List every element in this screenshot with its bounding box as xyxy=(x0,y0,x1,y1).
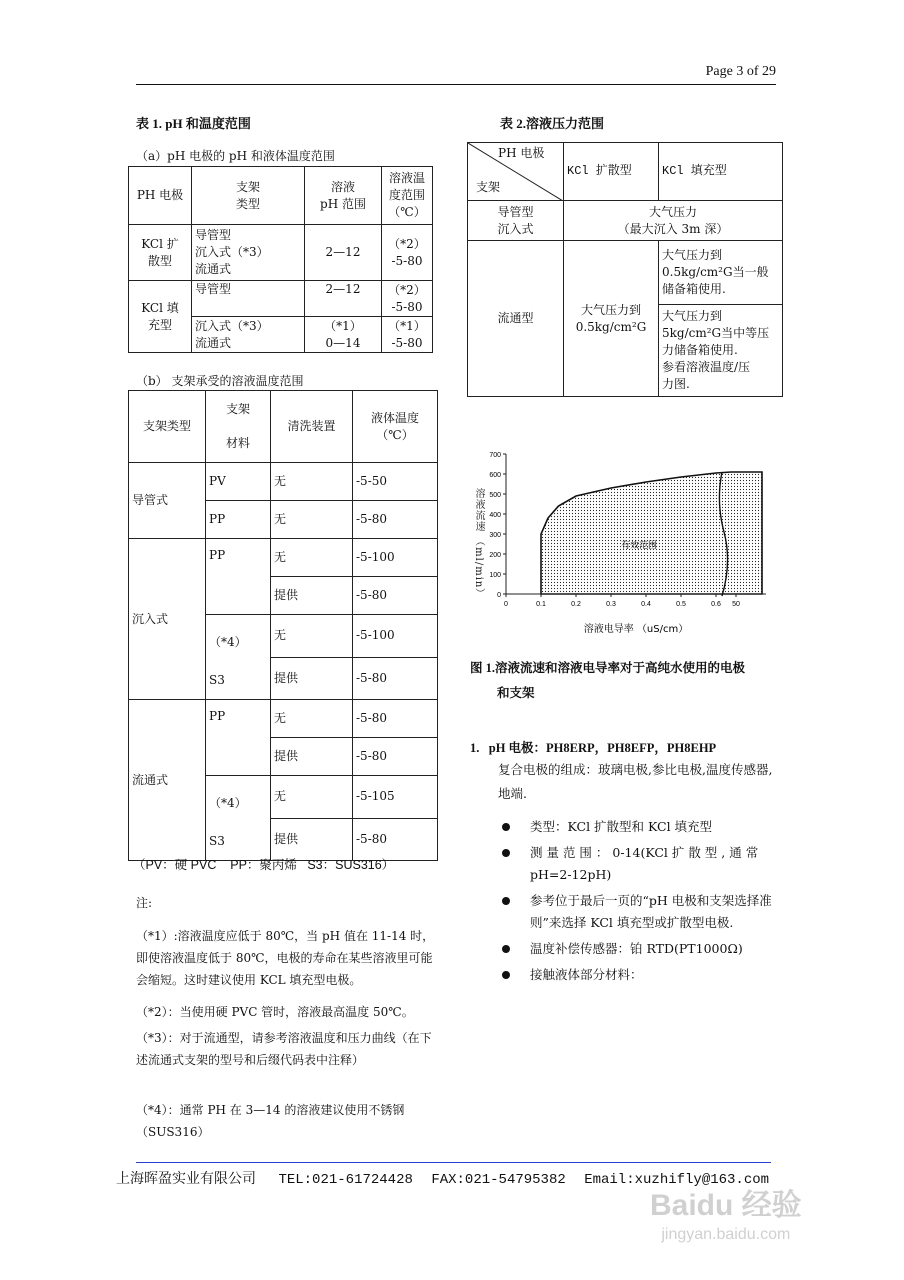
cell-temp: -5-80 xyxy=(353,818,438,861)
row-kcl-diffusion: KCl 扩 散型 xyxy=(129,225,192,281)
footer-rule xyxy=(136,1162,771,1163)
footer-company: 上海晖盈实业有限公司 xyxy=(116,1171,256,1187)
cell-types: 导管型 沉入式（*3） 流通式 xyxy=(192,225,305,281)
spec-bullet-list xyxy=(500,816,778,990)
table2-title: 表 2.溶液压力范围 xyxy=(500,116,605,131)
table2-diagonal-header xyxy=(468,143,564,201)
th-holder-type: 支架类型 xyxy=(129,391,206,463)
note-2: （*2）：当使用硬 PVC 管时，溶液最高温度 50℃。 xyxy=(136,1005,414,1019)
notes-label: 注: xyxy=(136,896,153,910)
cell-types: 沉入式（*3） 流通式 xyxy=(192,317,305,353)
cell-material: PV xyxy=(206,463,271,501)
bullet-item xyxy=(500,890,778,934)
th-holder-type: 支架 类型 xyxy=(192,167,305,225)
cell-cleaning: 提供 xyxy=(271,657,353,700)
x-tick-label: 50 xyxy=(732,601,740,608)
cell-ph: 2—12 xyxy=(305,225,382,281)
chart-ylabel: 溶液流速 （ml/min） xyxy=(473,488,484,600)
cell-material-note: （*4） xyxy=(209,635,247,649)
cell-temp: -5-80 xyxy=(353,577,438,615)
region-label: 有效范围 xyxy=(620,541,658,551)
footer-email: Email:xuzhifly@163.com xyxy=(584,1172,770,1188)
x-tick-label: 0 xyxy=(504,601,508,608)
cell-types: 导管型 xyxy=(192,281,305,317)
cell-pressure: 大气压力 （最大沉入 3m 深） xyxy=(564,201,783,241)
y-tick-label: 600 xyxy=(489,472,501,479)
x-tick-label: 0.1 xyxy=(536,601,546,608)
note-4: （*4）：通常 PH 在 3—14 的溶液建议使用不锈钢（SUS316） xyxy=(136,1103,405,1139)
valid-range-area xyxy=(541,472,762,594)
diag-top-label: PH 电极 xyxy=(498,146,545,160)
figure-caption-2: 和支架 xyxy=(497,686,535,700)
x-tick-label: 0.4 xyxy=(641,601,651,608)
material-legend: （PV：硬 PVC PP：聚丙烯 S3：SUS316） xyxy=(133,858,395,872)
th-ph-electrode: PH 电极 xyxy=(129,167,192,225)
th-material: 支架 材料 xyxy=(206,391,271,463)
bullet-item xyxy=(500,842,778,886)
y-tick-label: 300 xyxy=(489,532,501,539)
cell-material-note: （*4） xyxy=(209,796,247,810)
bullet-item xyxy=(500,964,778,986)
cell-cleaning: 提供 xyxy=(271,818,353,861)
cell-temp: -5-80 xyxy=(353,738,438,776)
bullet-dot-icon xyxy=(502,823,510,831)
cell-cleaning: 无 xyxy=(271,700,353,738)
bullet-text: 参考位于最后一页的“pH 电极和支架选择准则”来选择 KCl 填充型或扩散型电极. xyxy=(530,893,772,930)
bullet-text: 温度补偿传感器：铂 RTD(PT1000Ω) xyxy=(530,941,743,956)
cell-material-s3: S3 xyxy=(209,834,225,848)
table1b xyxy=(128,390,438,861)
th-liquid-temp: 液体温度 （℃） xyxy=(353,391,438,463)
row-kcl-filled: KCl 填 充型 xyxy=(129,281,192,353)
bullet-dot-icon xyxy=(502,849,510,857)
table1a xyxy=(128,166,433,353)
row-guide-immersion: 导管型 沉入式 xyxy=(468,201,564,241)
bullet-item xyxy=(500,938,778,960)
y-tick-label: 500 xyxy=(489,492,501,499)
cell-pressure: 大气压力到 5kg/cm²G当中等压 力储备箱使用. 参看溶液温度/压 力图. xyxy=(659,305,783,397)
x-tick-label: 0.2 xyxy=(571,601,581,608)
cell-temp: -5-50 xyxy=(353,463,438,501)
row-immersion: 沉入式 xyxy=(129,539,206,700)
table1-title: 表 1. pH 和温度范围 xyxy=(136,116,251,131)
bullet-dot-icon xyxy=(502,945,510,953)
x-tick-label: 0.3 xyxy=(606,601,616,608)
page-number: Page 3 of 29 xyxy=(705,64,776,79)
table1-subtitle-b: （b） 支架承受的溶液温度范围 xyxy=(136,374,304,388)
note-3: （*3）：对于流通型，请参考溶液温度和压力曲线（在下述流通式支架的型号和后缀代码表中注释） xyxy=(136,1031,432,1067)
cell-cleaning: 无 xyxy=(271,776,353,819)
row-guide-pipe: 导管式 xyxy=(129,463,206,539)
bullet-dot-icon xyxy=(502,971,510,979)
cell-temp: -5-80 xyxy=(353,501,438,539)
y-tick-label: 100 xyxy=(489,572,501,579)
cell-pressure: 大气压力到 0.5kg/cm²G xyxy=(564,241,659,397)
th-temp-range: 溶液温 度范围 （℃） xyxy=(382,167,433,225)
bullet-text: 类型：KCl 扩散型和 KCl 填充型 xyxy=(530,819,713,834)
cell-material: PP xyxy=(206,501,271,539)
cell-cleaning: 提供 xyxy=(271,738,353,776)
cell-material: PP xyxy=(206,700,271,776)
section1-heading: 1. pH 电极：PH8ERP，PH8EFP，PH8EHP xyxy=(470,741,717,755)
cell-cleaning: 无 xyxy=(271,539,353,577)
bullet-item xyxy=(500,816,778,838)
y-tick-label: 200 xyxy=(489,552,501,559)
cell-ph: （*1） 0—14 xyxy=(305,317,382,353)
table2 xyxy=(467,142,783,397)
watermark xyxy=(650,1180,802,1244)
cell-temp: -5-80 xyxy=(353,700,438,738)
cell-pressure: 大气压力到 0.5kg/cm²G当一般 储备箱使用. xyxy=(659,241,783,305)
cell-temp: （*2） -5-80 xyxy=(382,225,433,281)
cell-temp: （*1） -5-80 xyxy=(382,317,433,353)
cell-cleaning: 提供 xyxy=(271,577,353,615)
x-axis-label: 溶液电导率 （uS/cm） xyxy=(583,624,689,635)
bullet-dot-icon xyxy=(502,897,510,905)
y-tick-label: 0 xyxy=(497,592,501,599)
note-1: （*1）:溶液温度应低于 80℃，当 pH 值在 11-14 时，即使溶液温度低于 80℃，电极的寿命在某些溶液里可能会缩短。这时建议使用 KCL 填充型电极。 xyxy=(136,929,435,987)
section1-intro: 复合电极的组成：玻璃电极,参比电极,温度传感器,地端. xyxy=(498,762,773,801)
cell-cleaning: 无 xyxy=(271,501,353,539)
table1-subtitle-a: （a）pH 电极的 pH 和液体温度范围 xyxy=(136,149,335,163)
th-ph-range: 溶液 pH 范围 xyxy=(305,167,382,225)
figure-caption-1: 图 1.溶液流速和溶液电导率对于高纯水使用的电极 xyxy=(470,661,746,675)
x-tick-label: 0.5 xyxy=(676,601,686,608)
cell-material xyxy=(206,776,271,861)
y-tick-label: 700 xyxy=(489,452,501,459)
cell-temp: -5-105 xyxy=(353,776,438,819)
cell-temp: -5-100 xyxy=(353,539,438,577)
row-flow-through: 流通式 xyxy=(129,700,206,861)
bullet-text: 接触液体部分材料： xyxy=(530,967,643,982)
cell-temp: -5-80 xyxy=(353,657,438,700)
x-tick-label: 0.6 xyxy=(711,601,721,608)
footer-tel: TEL:021-61724428 xyxy=(278,1172,413,1188)
diag-bottom-label: 支架 xyxy=(476,180,501,194)
th-cleaning: 清洗装置 xyxy=(271,391,353,463)
cell-ph: 2—12 xyxy=(305,281,382,317)
row-flow-through: 流通型 xyxy=(468,241,564,397)
flow-conductivity-chart xyxy=(466,440,786,640)
bullet-text: 测 量 范 围 ： 0-14(KCl 扩 散 型 , 通 常 pH=2-12pH) xyxy=(530,845,759,882)
footer-fax: FAX:021-54795382 xyxy=(431,1172,566,1188)
cell-material xyxy=(206,615,271,700)
cell-cleaning: 无 xyxy=(271,463,353,501)
th-kcl-filled: KCl 填充型 xyxy=(659,143,783,201)
watermark-url: jingyan.baidu.com xyxy=(661,1226,791,1243)
cell-cleaning: 无 xyxy=(271,615,353,658)
header-rule xyxy=(136,84,776,85)
cell-temp: -5-100 xyxy=(353,615,438,658)
cell-material: PP xyxy=(206,539,271,615)
cell-temp: （*2） -5-80 xyxy=(382,281,433,317)
th-kcl-diffusion: KCl 扩散型 xyxy=(564,143,659,201)
y-tick-label: 400 xyxy=(489,512,501,519)
cell-material-s3: S3 xyxy=(209,673,225,687)
watermark-brand: Baidu 经验 xyxy=(650,1189,802,1222)
